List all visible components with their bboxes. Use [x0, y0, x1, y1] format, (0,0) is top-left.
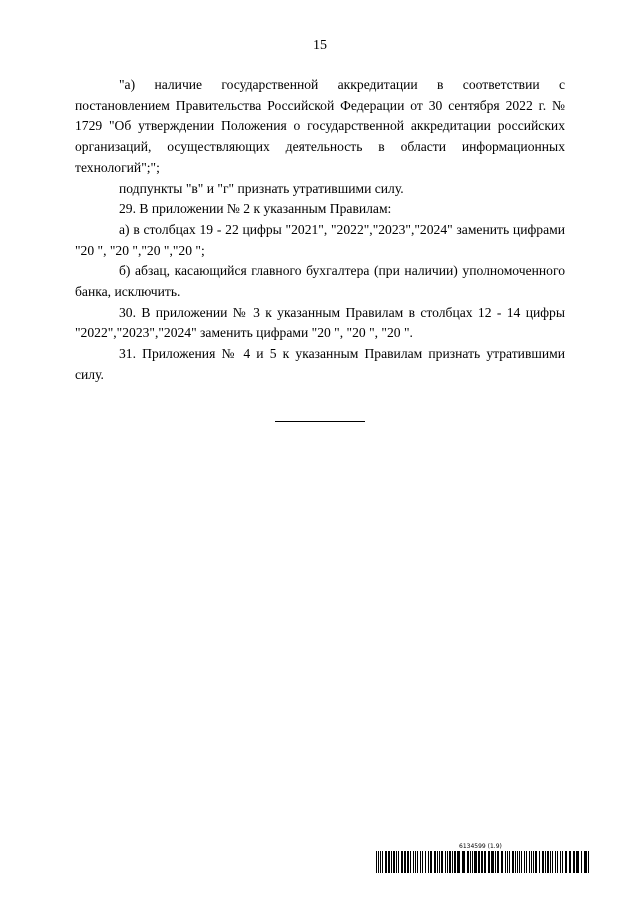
barcode-bar — [380, 851, 381, 873]
paragraph-item-29: 29. В приложении № 2 к указанным Правилам: — [119, 201, 392, 217]
barcode-bar — [588, 851, 589, 873]
document-body — [75, 75, 565, 386]
barcode-bar — [430, 851, 432, 873]
barcode-bar — [478, 851, 480, 873]
barcode-bar — [454, 851, 456, 873]
barcode-bar — [519, 851, 520, 873]
barcode-bar — [415, 851, 416, 873]
barcode-bar — [437, 851, 438, 873]
barcode-bar — [449, 851, 451, 873]
barcode-bar — [569, 851, 571, 873]
barcode-bar — [382, 851, 383, 873]
barcode-bar — [555, 851, 556, 873]
barcode-bar — [533, 851, 534, 873]
barcode-bar — [552, 851, 553, 873]
barcode-bar — [539, 851, 540, 873]
barcode-bar — [407, 851, 409, 873]
barcode-bar — [388, 851, 390, 873]
barcode-bar — [378, 851, 379, 873]
barcode-bar — [491, 851, 494, 873]
barcode-bar — [535, 851, 537, 873]
barcode-bar — [512, 851, 514, 873]
barcode-bar — [445, 851, 446, 873]
page-number: 15 — [313, 38, 327, 53]
barcode-bar — [524, 851, 525, 873]
paragraph-item-29-b: б) абзац, касающийся главного бухгалтера (при наличии) уполномоченного банка, исключить. — [75, 263, 565, 300]
barcode-bar — [470, 851, 471, 873]
barcode-bar — [529, 851, 530, 873]
barcode-bar — [509, 851, 510, 873]
barcode-bar — [517, 851, 518, 873]
barcode-bar — [550, 851, 551, 873]
barcode-bar — [576, 851, 579, 873]
barcode-bar — [467, 851, 469, 873]
paragraph-amendment-a: "а) наличие государственной аккредитации в соответствии с постановлением Правительства Российской Федерации от 30 сентября 2022 г. № 1729 "Об утверждении Положения о государственной аккредитации российских организаций, осуществляющих деятельность в области информационных технологий";"; — [75, 77, 565, 175]
barcode-image — [376, 851, 592, 873]
barcode-bar — [391, 851, 392, 873]
barcode-bar — [542, 851, 544, 873]
barcode-bar — [505, 851, 506, 873]
barcode-bar — [521, 851, 522, 873]
barcode-bar — [417, 851, 418, 873]
barcode-bar — [404, 851, 406, 873]
barcode-bar — [472, 851, 473, 873]
barcode-bar — [398, 851, 399, 873]
barcode-bar — [560, 851, 561, 873]
barcode-bar — [410, 851, 411, 873]
barcode-bar — [393, 851, 395, 873]
barcode-bar — [573, 851, 575, 873]
barcode-bar — [545, 851, 546, 873]
barcode-bar — [581, 851, 582, 873]
paragraph-subitems-invalid: подпункты "в" и "г" признать утратившими силу. — [119, 180, 404, 196]
barcode-bar — [584, 851, 587, 873]
barcode-bar — [376, 851, 377, 873]
paragraph-item-31: 31. Приложения № 4 и 5 к указанным Правилам признать утратившими силу. — [75, 346, 565, 382]
barcode-bar — [515, 851, 516, 873]
barcode-bar — [495, 851, 496, 873]
barcode-bar — [425, 851, 426, 873]
barcode-bar — [422, 851, 423, 873]
barcode-bar — [497, 851, 499, 873]
barcode-bar — [562, 851, 563, 873]
barcode-bar — [507, 851, 508, 873]
barcode-bar — [565, 851, 567, 873]
barcode-bar — [547, 851, 549, 873]
barcode-bar — [420, 851, 421, 873]
document-code: 6134599 (1.9) — [459, 843, 502, 850]
barcode-bar — [396, 851, 397, 873]
separator-line — [275, 421, 365, 422]
barcode-bar — [401, 851, 403, 873]
barcode-bar — [441, 851, 443, 873]
barcode-bar — [501, 851, 503, 873]
barcode-bar — [413, 851, 414, 873]
barcode-bar — [428, 851, 429, 873]
barcode-bar — [385, 851, 387, 873]
barcode-bar — [481, 851, 483, 873]
barcode-bar — [526, 851, 527, 873]
barcode-bar — [474, 851, 477, 873]
paragraph-item-29-a: а) в столбцах 19 - 22 цифры "2021", "2022","2023","2024" заменить цифрами "20 ", "20 ","20 ","20 "; — [75, 221, 565, 258]
barcode-bar — [484, 851, 486, 873]
barcode-bar — [462, 851, 465, 873]
barcode-bar — [434, 851, 436, 873]
barcode-bar — [452, 851, 453, 873]
barcode-bar — [488, 851, 490, 873]
barcode-bar — [531, 851, 532, 873]
barcode-bar — [447, 851, 448, 873]
barcode-bar — [557, 851, 558, 873]
barcode-bar — [457, 851, 460, 873]
barcode-bar — [439, 851, 440, 873]
paragraph-item-30: 30. В приложении № 3 к указанным Правилам в столбцах 12 - 14 цифры "2022","2023","2024" заменить цифрами "20 ", "20 ", "20 ". — [75, 304, 565, 341]
